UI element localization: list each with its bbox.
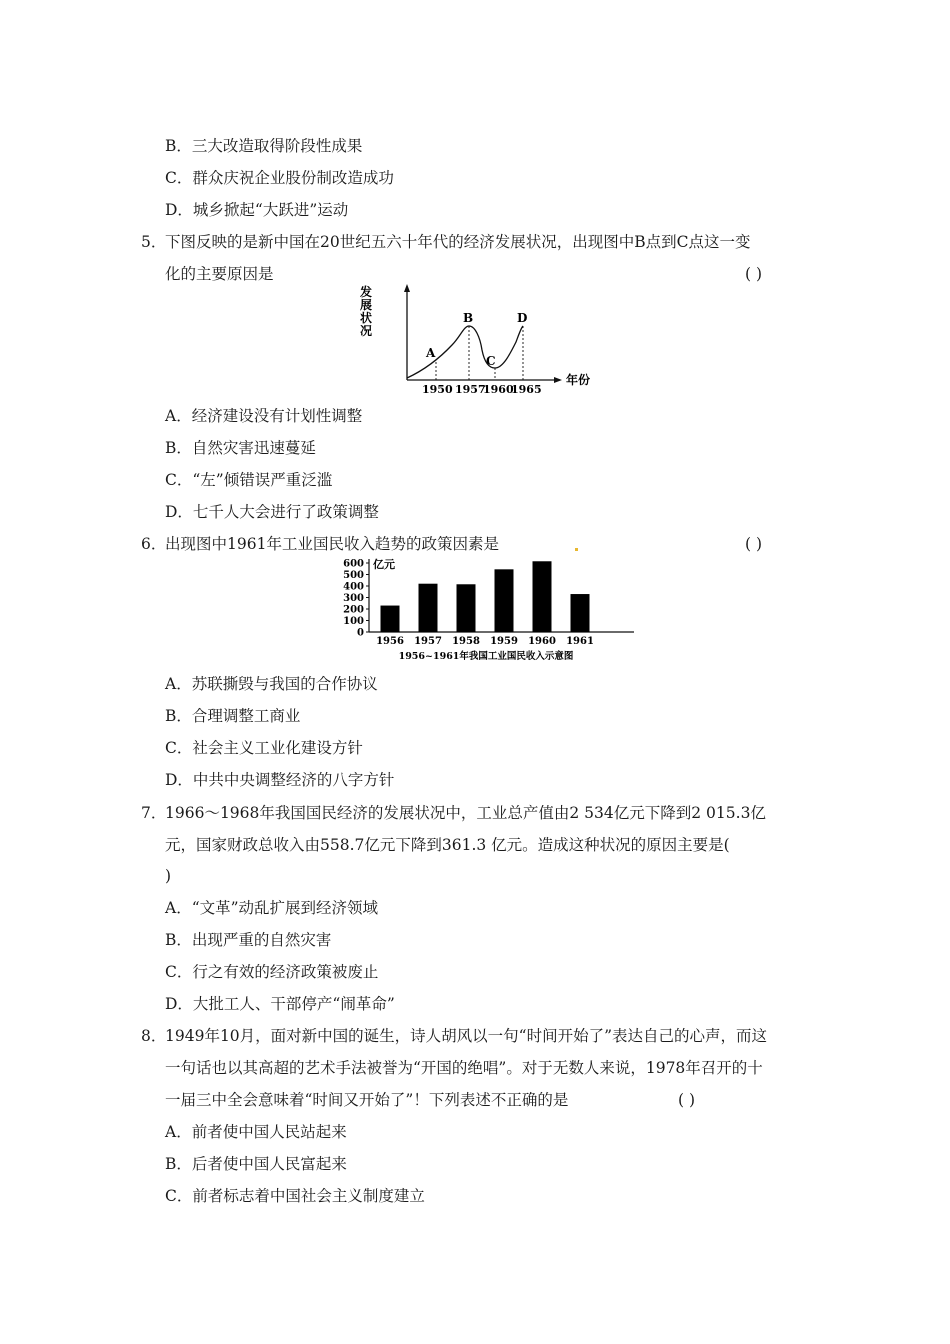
y-tick-label: 600 [343,558,364,570]
q5-option-b: B．自然灾害迅速蔓延 [165,439,316,457]
q5-option-a: A．经济建设没有计划性调整 [165,407,363,425]
scan-speck [575,548,578,551]
q5-point-d: D [517,311,528,325]
q5-ylabel-2: 展 [360,298,373,312]
y-tick-label: 100 [343,616,364,627]
q8-stem-line3: 一届三中全会意味着“时间又开始了”！下列表述不正确的是 [165,1091,569,1109]
q5-year-1960: 1960 [483,383,514,394]
q7-option-b: B．出现严重的自然灾害 [165,931,332,949]
y-tick-label: 0 [357,627,364,639]
q5-xlabel: 年份 [566,373,591,387]
q7-option-c: C．行之有效的经济政策被废止 [165,963,379,981]
q5-ylabel-4: 况 [360,324,373,338]
q5-option-d: D．七千人大会进行了政策调整 [165,503,379,521]
x-tick-label-1956: 1956 [376,636,404,647]
q5-year-1957: 1957 [455,383,486,394]
q5-ylabel-1: 发 [360,285,373,299]
y-tick-label: 300 [343,593,364,604]
q8-stem-line1: 1949年10月，面对新中国的诞生，诗人胡风以一句“时间开始了”表达自己的心声，而这 [165,1027,768,1045]
bar-1961 [571,594,590,632]
chart-title: 1956~1961年我国工业国民收入示意图 [398,651,574,662]
q7-stem-line2: 元，国家财政总收入由558.7亿元下降到361.3 亿元。造成这种状况的原因主要是( [165,836,730,854]
q8-number: 8． [141,1027,167,1045]
q5-stem-line2: 化的主要原因是 [165,265,274,283]
y-tick-label: 500 [343,570,364,581]
x-tick-label-1961: 1961 [566,636,594,647]
q5-x-axis-arrow [554,377,562,383]
q5-answer-paren: ( ) [745,265,763,283]
bar-1960 [533,561,552,632]
q7-stem-line1: 1966～1968年我国国民经济的发展状况中，工业总产值由2 534亿元下降到2 015.3亿 [165,804,766,822]
q5-year-1965: 1965 [511,383,542,394]
q5-development-curve-figure [358,282,628,394]
q7-option-a: A．“文革”动乱扩展到经济领域 [165,899,379,917]
q5-y-axis-arrow [404,284,410,292]
q4-option-b: B．三大改造取得阶段性成果 [165,137,363,155]
q7-option-d: D．大批工人、干部停产“闹革命” [165,995,395,1013]
q5-number: 5． [141,233,167,251]
q6-answer-paren: ( ) [745,535,763,553]
q5-point-c: C [486,354,496,368]
y-tick-label: 200 [343,604,364,616]
q5-stem-line1: 下图反映的是新中国在20世纪五六十年代的经济发展状况，出现图中B点到C点这一变 [165,233,751,251]
q8-stem-line2: 一句话也以其高超的艺术手法被誉为“开国的绝唱”。对于无数人来说，1978年召开的十 [165,1059,763,1077]
q5-point-a: A [426,346,436,360]
q8-option-c: C．前者标志着中国社会主义制度建立 [165,1187,425,1205]
q6-stem: 出现图中1961年工业国民收入趋势的政策因素是 [165,535,499,553]
q5-year-1950: 1950 [422,383,453,394]
x-tick-label-1960: 1960 [528,636,556,647]
y-tick-label: 400 [343,581,364,593]
x-tick-label-1959: 1959 [490,636,518,647]
x-tick-label-1957: 1957 [414,636,442,647]
q4-option-d: D．城乡掀起“大跃进”运动 [165,201,349,219]
q5-ylabel-3: 状 [360,311,373,325]
q8-option-a: A．前者使中国人民站起来 [165,1123,347,1141]
q4-option-c: C．群众庆祝企业股份制改造成功 [165,169,394,187]
q7-stem-line3: ) [165,867,172,885]
q6-option-d: D．中共中央调整经济的八字方针 [165,771,395,789]
q8-option-b: B．后者使中国人民富起来 [165,1155,347,1173]
chart-ylabel: 亿元 [373,558,395,571]
q6-option-b: B．合理调整工商业 [165,707,301,725]
q6-industrial-income-bar-chart [340,555,640,665]
q5-development-curve [407,326,523,378]
x-tick-label-1958: 1958 [452,636,480,647]
q5-option-c: C．“左”倾错误严重泛滥 [165,471,333,489]
q6-option-a: A．苏联撕毁与我国的合作协议 [165,675,378,693]
bar-1959 [495,569,514,632]
bar-1958 [457,584,476,632]
q6-number: 6． [141,535,167,553]
bar-1956 [381,606,400,632]
q8-answer-paren: ( ) [678,1091,696,1109]
bar-1957 [419,584,438,632]
q5-point-b: B [463,311,474,325]
q6-option-c: C．社会主义工业化建设方针 [165,739,363,757]
q7-number: 7． [141,804,167,822]
